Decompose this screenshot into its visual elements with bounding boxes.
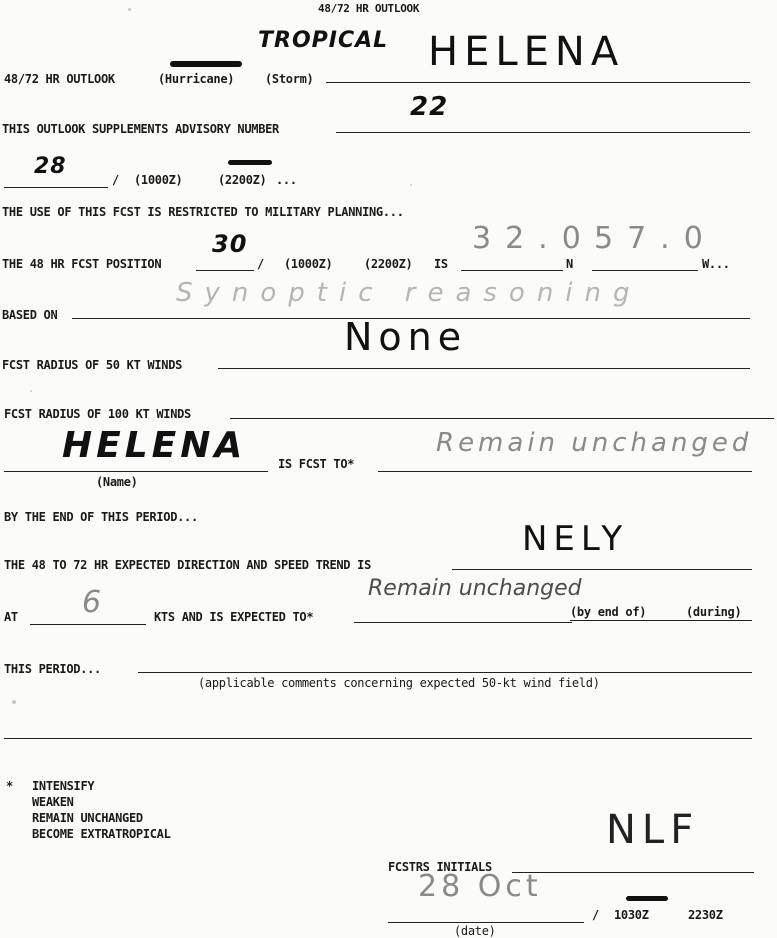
fcst-to-line <box>378 471 752 472</box>
latitude-line <box>461 270 563 271</box>
name-caption: (Name) <box>96 475 138 489</box>
slash: / <box>257 257 264 271</box>
handwritten-expected: Remain unchanged <box>368 576 582 601</box>
option-hurricane: (Hurricane) <box>158 72 235 86</box>
slash: / <box>112 173 119 187</box>
kts-label: KTS AND IS EXPECTED TO* <box>154 610 314 624</box>
radius-100-label: FCST RADIUS OF 100 KT WINDS <box>4 407 191 421</box>
slash: / <box>592 908 599 922</box>
option-intensify: INTENSIFY <box>32 779 95 793</box>
radius-50-line <box>218 368 750 369</box>
paper-speck <box>128 8 131 11</box>
option-storm: (Storm) <box>265 72 314 86</box>
day-line <box>4 187 108 188</box>
handwritten-advisory-number: 22 <box>410 92 449 122</box>
is-label: IS <box>434 257 448 271</box>
handwritten-date: 28 Oct <box>418 869 542 904</box>
strike-mark <box>626 896 668 901</box>
this-period-label: THIS PERIOD... <box>4 662 101 676</box>
paper-speck <box>410 184 412 186</box>
options-asterisk: * <box>6 779 13 793</box>
paper-speck <box>12 700 16 704</box>
handwritten-fcst-change: Remain unchanged <box>436 428 753 458</box>
is-fcst-to-label: IS FCST TO* <box>278 457 355 471</box>
options-line <box>570 620 752 621</box>
position-day-line <box>196 270 254 271</box>
handwritten-storm-name: HELENA <box>428 29 625 75</box>
option-weaken: WEAKEN <box>32 795 74 809</box>
at-label: AT <box>4 610 18 624</box>
date-caption: (date) <box>454 924 496 938</box>
radius-50-label: FCST RADIUS OF 50 KT WINDS <box>2 358 183 372</box>
option-become-extratropical: BECOME EXTRATROPICAL <box>32 827 171 841</box>
handwritten-basis: Synoptic reasoning <box>176 278 642 308</box>
longitude-line <box>592 270 698 271</box>
restriction-notice: THE USE OF THIS FCST IS RESTRICTED TO MILITARY PLANNING... <box>2 205 404 219</box>
radius-100-line <box>230 418 774 419</box>
position-label: THE 48 HR FCST POSITION <box>2 257 162 271</box>
advisory-number-line <box>336 132 750 133</box>
handwritten-day: 28 <box>34 154 67 179</box>
form-header-title: 48/72 HR OUTLOOK <box>318 2 420 15</box>
ellipsis: ... <box>276 173 297 187</box>
based-on-label: BASED ON <box>2 308 58 322</box>
date-line <box>388 922 584 923</box>
end-of-period-label: BY THE END OF THIS PERIOD... <box>4 510 198 524</box>
trend-line <box>452 569 752 570</box>
storm-name-line <box>326 82 750 83</box>
option-2230z: 2230Z <box>688 908 723 922</box>
initials-line <box>512 872 754 873</box>
option-2200z: (2200Z) <box>364 257 413 271</box>
initials-label: FCSTRS INITIALS <box>388 860 492 874</box>
handwritten-latitude: 32.0 <box>472 221 595 256</box>
outlook-label: 48/72 HR OUTLOOK <box>4 72 115 86</box>
strike-mark <box>228 160 272 165</box>
handwritten-radius-50: None <box>344 315 468 359</box>
comments-line <box>138 672 752 673</box>
handwritten-initials: NLF <box>606 807 700 853</box>
handwritten-direction: NELY <box>522 519 629 559</box>
option-by-end-of: (by end of) <box>570 605 647 619</box>
option-1000z: (1000Z) <box>284 257 333 271</box>
handwritten-speed: 6 <box>82 585 102 620</box>
paper-speck <box>30 390 32 392</box>
handwritten-position-day: 30 <box>212 230 248 258</box>
handwritten-longitude: 57.0 <box>594 221 717 256</box>
option-1030z: 1030Z <box>614 908 649 922</box>
option-during: (during) <box>686 605 742 619</box>
north-label: N <box>566 257 573 271</box>
advisory-label: THIS OUTLOOK SUPPLEMENTS ADVISORY NUMBER <box>2 122 279 136</box>
expected-line <box>354 622 572 623</box>
option-2200z: (2200Z) <box>218 173 267 187</box>
handwritten-storm-name-2: HELENA <box>62 425 247 466</box>
comments-line-2 <box>4 738 752 739</box>
handwritten-storm-type: TROPICAL <box>258 28 389 53</box>
trend-label: THE 48 TO 72 HR EXPECTED DIRECTION AND SPEED TREND IS <box>4 558 372 572</box>
strike-mark <box>170 61 242 67</box>
speed-line <box>30 624 146 625</box>
option-1000z: (1000Z) <box>134 173 183 187</box>
option-remain-unchanged: REMAIN UNCHANGED <box>32 811 143 825</box>
comments-caption: (applicable comments concerning expected 50-kt wind field) <box>198 676 600 690</box>
name-line <box>4 471 268 472</box>
west-label: W... <box>702 257 730 271</box>
